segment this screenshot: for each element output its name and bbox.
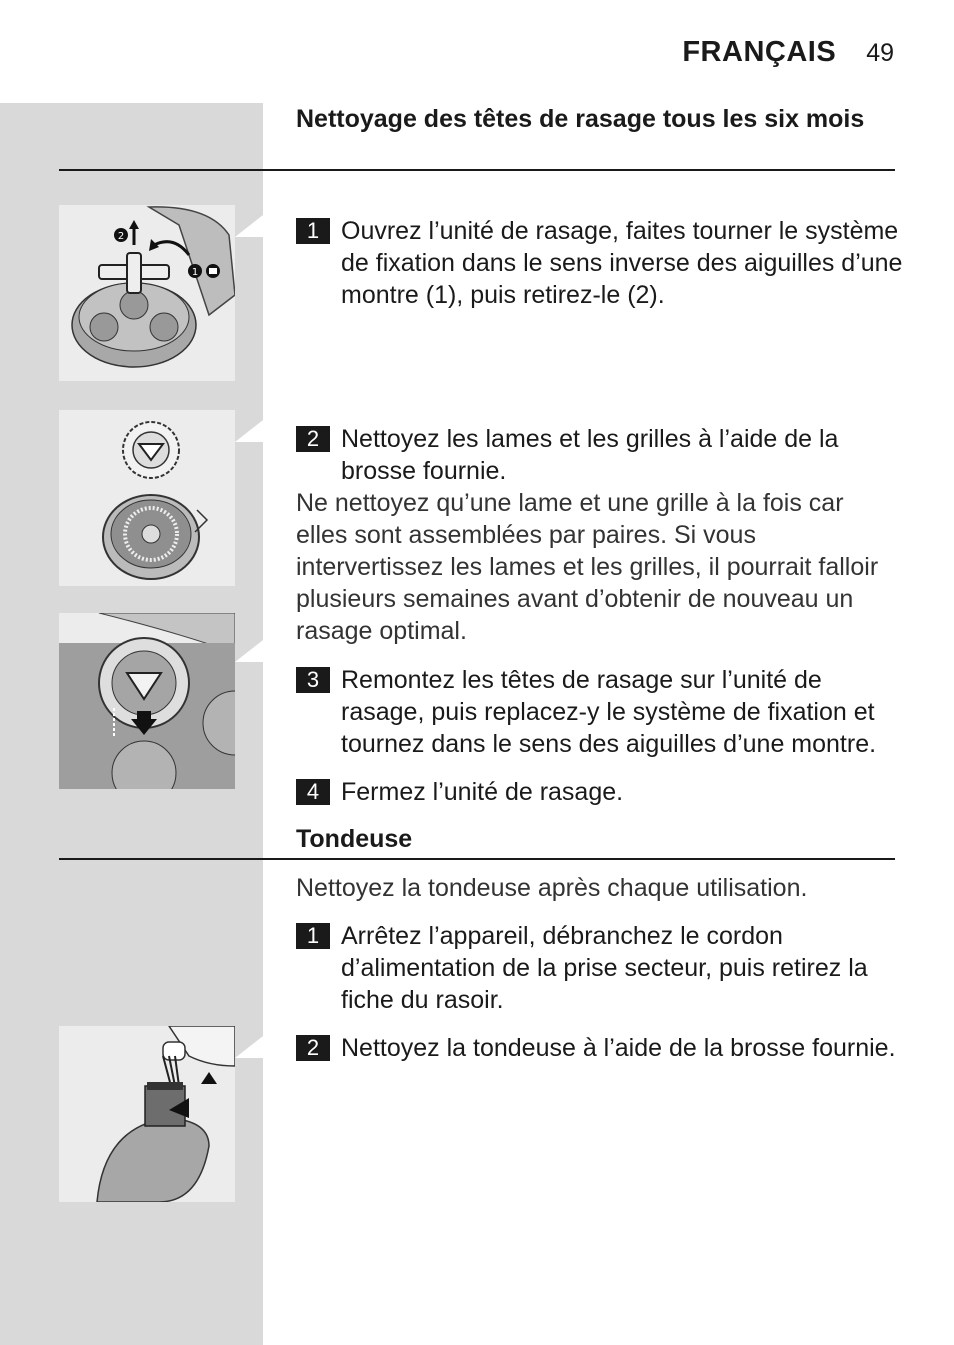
illustration-pointer (235, 420, 263, 442)
section-title-cleaning-heads: Nettoyage des têtes de rasage tous les six mois (296, 105, 865, 133)
illustration-trimmer (59, 1026, 235, 1202)
illustration-pointer (235, 1036, 263, 1058)
clean-trimmer-brush-icon (59, 1026, 235, 1202)
section-divider (59, 169, 895, 171)
step-number: 3 (296, 667, 330, 693)
shaving-unit-retaining-frame-icon (59, 205, 235, 381)
step-item (296, 664, 906, 760)
step-text: Nettoyez la tondeuse à l’aide de la brosse fournie. (341, 1034, 896, 1062)
label-step-1: 1 (191, 267, 199, 278)
section-divider (59, 858, 895, 860)
illustration-pointer (235, 640, 263, 662)
blade-and-guard-icon (59, 410, 235, 586)
illustration-open-unit (59, 205, 235, 381)
note-paragraph: Ne nettoyez qu’une lame et une grille à la fois car elles sont assemblées par paires. Si vous intervertissez les lames et les grilles, il pourrait falloir plusieurs semaines avant d’obtenir de nouveau un rasage optimal. (296, 489, 879, 645)
illustration-reassemble (59, 613, 235, 789)
step-item (296, 1032, 906, 1064)
illustration-blade-guard (59, 410, 235, 586)
step-number: 2 (296, 426, 330, 452)
step-number: 1 (296, 923, 330, 949)
illustration-pointer (235, 215, 263, 237)
step-number: 2 (296, 1035, 330, 1061)
step-text: Nettoyez les lames et les grilles à l’aide de la brosse fournie. (341, 425, 839, 485)
label-step-2: 2 (117, 231, 125, 242)
step-item (296, 920, 906, 1016)
step-item (296, 215, 906, 311)
step-item (296, 423, 906, 487)
step-text: Arrêtez l’appareil, débranchez le cordon d’alimentation de la prise secteur, puis retirez la fiche du rasoir. (341, 922, 868, 1014)
step-number: 4 (296, 779, 330, 805)
intro-paragraph: Nettoyez la tondeuse après chaque utilisation. (296, 874, 808, 902)
step-text: Ouvrez l’unité de rasage, faites tourner le système de fixation dans le sens inverse des aiguilles d’une montre (1), puis retirez-le (2). (341, 217, 903, 309)
reassemble-shaving-head-icon (59, 613, 235, 789)
page-header (682, 36, 894, 69)
step-text: Remontez les têtes de rasage sur l’unité de rasage, puis replacez-y le système de fixation et tournez dans le sens des aiguilles d’une montre. (341, 666, 877, 758)
step-number: 1 (296, 218, 330, 244)
section-title-trimmer: Tondeuse (296, 825, 413, 853)
page-number: 49 (866, 39, 894, 67)
language-label: FRANÇAIS (682, 36, 837, 68)
step-item (296, 776, 906, 808)
step-text: Fermez l’unité de rasage. (341, 778, 624, 806)
